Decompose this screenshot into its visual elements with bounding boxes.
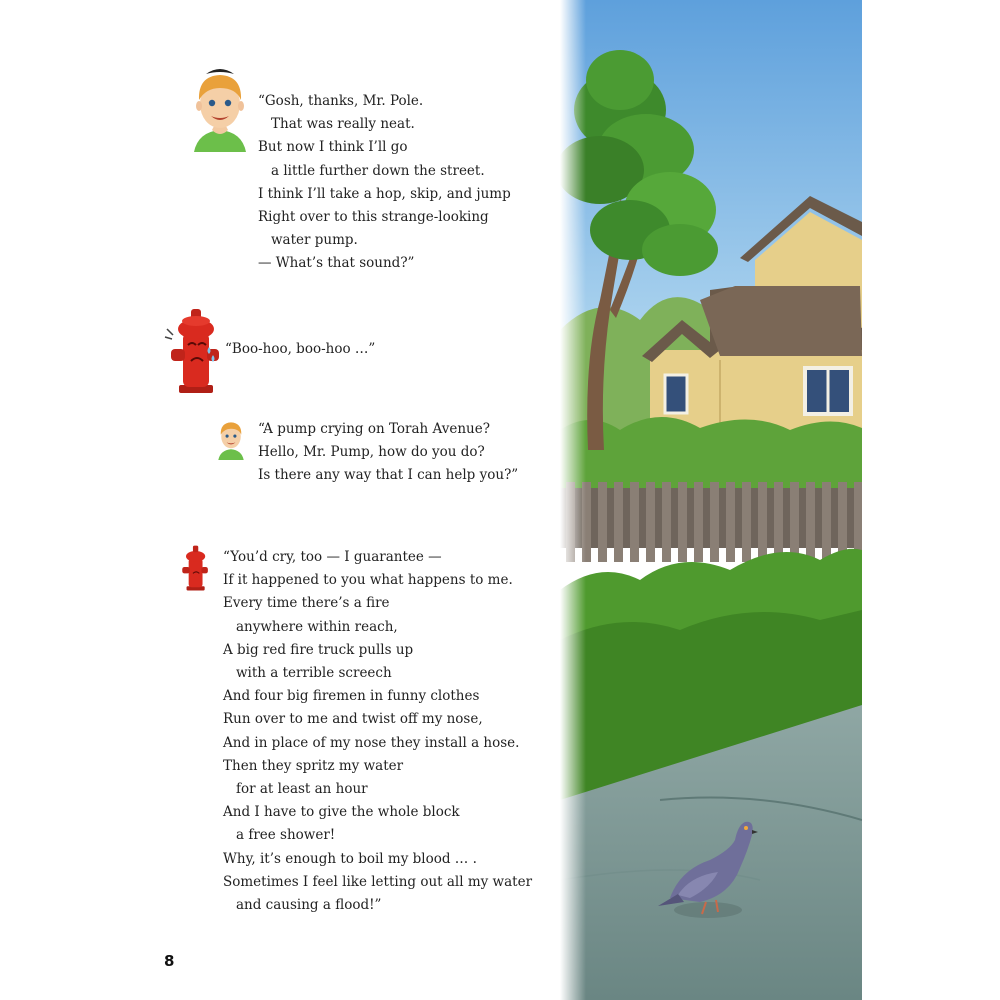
boy-avatar-large: [190, 66, 250, 156]
verse-line: Run over to me and twist off my nose,: [223, 711, 483, 728]
verse-line: anywhere within reach,: [236, 618, 398, 635]
page-number: 8: [164, 952, 175, 970]
verse-line: a free shower!: [236, 827, 336, 844]
wooden-fence: [560, 482, 862, 562]
verse-line: “Gosh, thanks, Mr. Pole.: [258, 93, 424, 109]
verse-line: Why, it’s enough to boil my blood … .: [223, 850, 477, 867]
hydrant-avatar-crying: [163, 305, 223, 397]
verse-pump-complaint: [223, 546, 532, 917]
verse-line: And I have to give the whole block: [223, 804, 460, 821]
boy-avatar-small: [216, 418, 246, 464]
verse-line: for at least an hour: [236, 781, 368, 798]
verse-line: I think I’ll take a hop, skip, and jump: [258, 185, 511, 202]
verse-line: Is there any way that I can help you?”: [258, 467, 519, 484]
verse-line: — What’s that sound?”: [258, 255, 415, 272]
verse-line: Then they spritz my water: [223, 757, 404, 774]
verse-line: But now I think I’ll go: [258, 139, 408, 156]
verse-boy-thanks: [258, 90, 511, 276]
verse-line: “A pump crying on Torah Avenue?: [258, 421, 490, 437]
verse-line: And in place of my nose they install a hose.: [223, 734, 520, 751]
verse-line: water pump.: [271, 232, 358, 249]
right-margin: [862, 0, 1000, 1000]
verse-line: “Boo-hoo, boo-hoo …”: [225, 341, 376, 357]
verse-line: a little further down the street.: [271, 162, 485, 179]
street-illustration: [560, 0, 862, 1000]
verse-line: Hello, Mr. Pump, how do you do?: [258, 444, 485, 461]
verse-line: A big red fire truck pulls up: [223, 641, 414, 658]
verse-line: Right over to this strange-looking: [258, 209, 489, 226]
verse-line: Every time there’s a fire: [223, 595, 390, 612]
verse-line: and causing a flood!”: [236, 897, 382, 914]
verse-line: That was really neat.: [271, 116, 415, 133]
verse-line: “You’d cry, too — I guarantee —: [223, 549, 442, 565]
verse-line: Sometimes I feel like letting out all my water: [223, 873, 533, 890]
hydrant-avatar-small: [178, 541, 210, 597]
verse-boy-question: [258, 418, 518, 488]
verse-line: If it happened to you what happens to me.: [223, 572, 513, 589]
verse-line: And four big firemen in funny clothes: [223, 688, 480, 705]
verse-pump-crying: [225, 338, 375, 361]
verse-line: with a terrible screech: [236, 665, 392, 682]
